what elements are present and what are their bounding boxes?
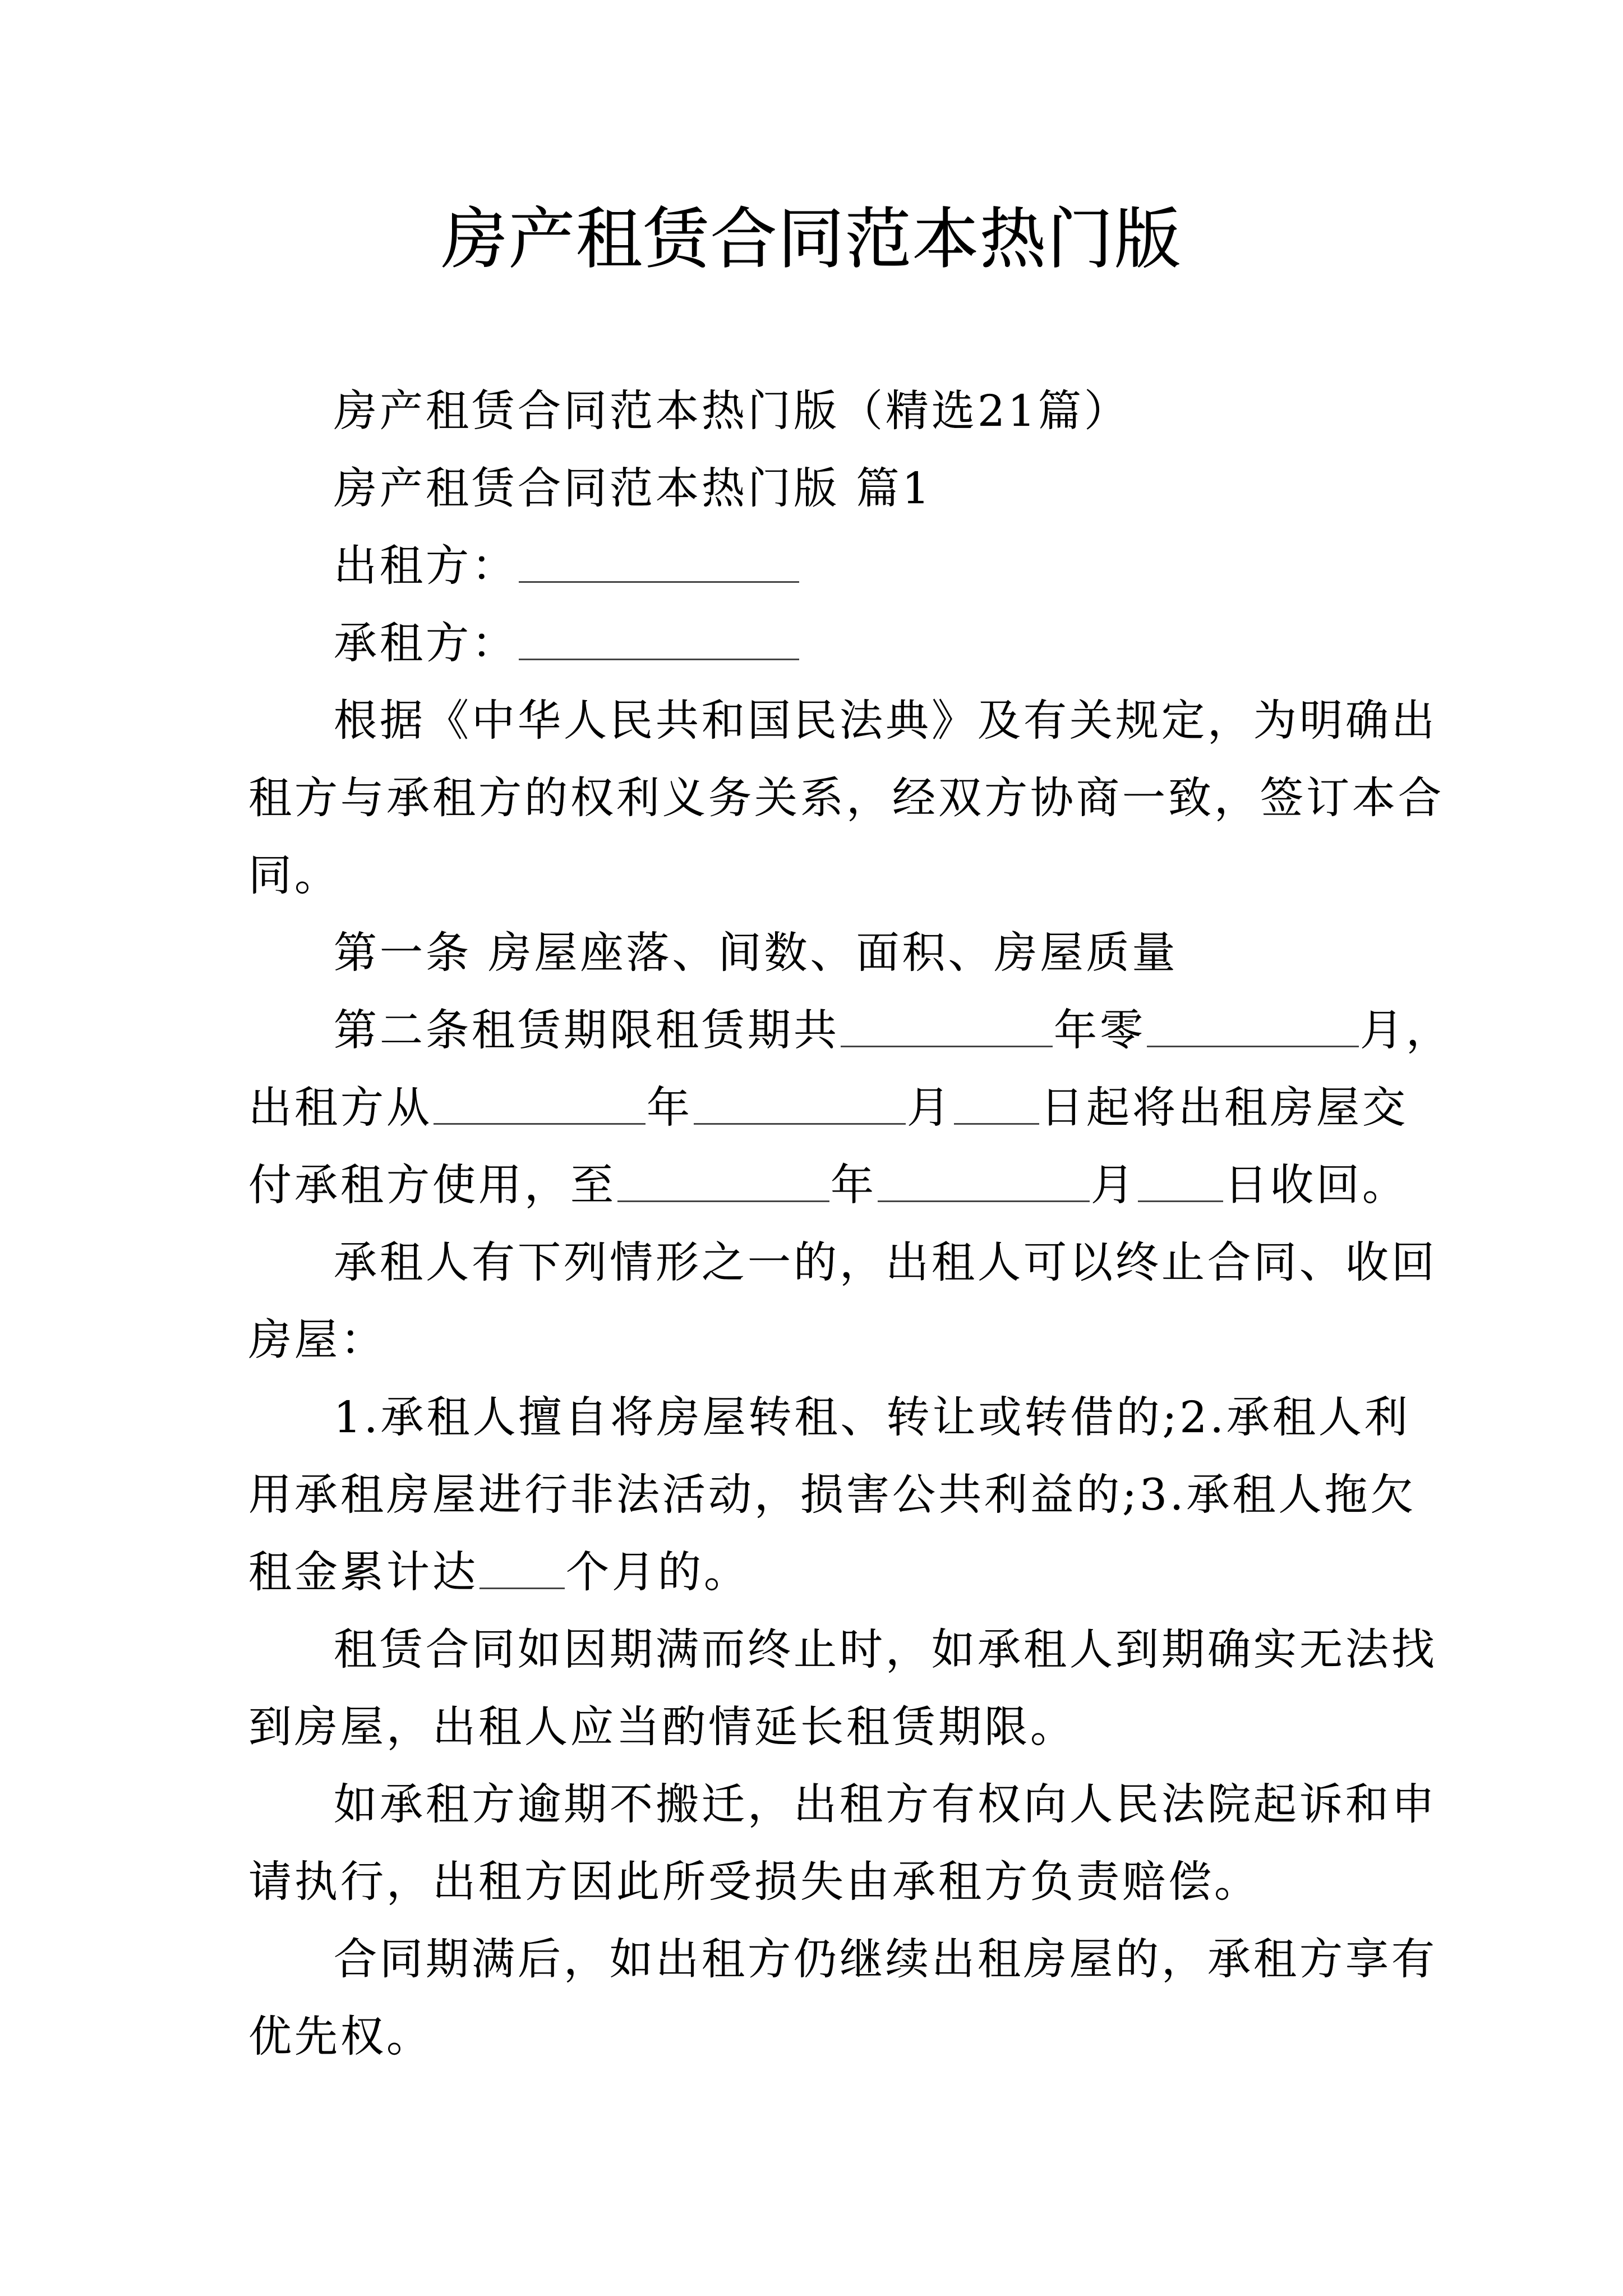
paragraph-text: 日收回。 [1224, 1161, 1408, 1211]
paragraph-line [248, 1999, 432, 2076]
paragraph-text: 租赁合同如因期满而终止时，如承租人到期确实无法找 [334, 1625, 1437, 1675]
paragraph-text: 第二条租赁期限租赁期共 [334, 1006, 840, 1056]
paragraph-text: 年零 [1054, 1006, 1146, 1056]
paragraph-text: 用承租房屋进行非法活动，损害公共利益的;3.承租人拖欠 [248, 1470, 1417, 1520]
paragraph-text: 请执行，出租方因此所受损失由承租方负责赔偿。 [248, 1857, 1260, 1907]
paragraph-line [248, 1225, 1437, 1302]
paragraph-line [248, 1689, 1076, 1766]
paragraph-line [248, 760, 1444, 838]
paragraph-line [248, 1921, 1437, 1999]
arrears-months-blank [479, 1553, 565, 1589]
paragraph-text: 同。 [248, 851, 340, 901]
paragraph-line [248, 373, 1130, 450]
paragraph-line [248, 683, 1437, 760]
paragraph-line [248, 1379, 1410, 1457]
paragraph-text: 房屋： [248, 1315, 386, 1365]
paragraph-text: 出租方从 [248, 1083, 432, 1133]
paragraph-text: 日起将出租房屋交 [1040, 1083, 1408, 1133]
paragraph-line [248, 450, 932, 528]
paragraph-line [248, 1766, 1437, 1844]
paragraph-text: 年 [831, 1161, 877, 1211]
paragraph-text: 根据《中华人民共和国民法典》及有关规定，为明确出 [334, 696, 1437, 746]
start-date-line [248, 1070, 1408, 1147]
end-month-blank [878, 1166, 1090, 1202]
paragraph-text: 月 [1091, 1161, 1137, 1211]
paragraph-text: 承租人有下列情形之一的，出租人可以终止合同、收回 [334, 1238, 1437, 1288]
lessee-line [248, 605, 800, 683]
paragraph-line [248, 1844, 1260, 1921]
paragraph-text: 月， [1360, 1006, 1452, 1056]
paragraph-text: 优先权。 [248, 2012, 432, 2062]
section-heading: 房产租赁合同范本热门版 篇1 [334, 464, 933, 514]
subtitle-text: 房产租赁合同范本热门版（精选21篇） [334, 386, 1130, 436]
paragraph-text: 月 [907, 1083, 953, 1133]
lessor-line [248, 528, 800, 605]
paragraph-text: 第一条 房屋座落、间数、面积、房屋质量 [334, 928, 1178, 978]
years-blank [841, 1011, 1053, 1047]
article-two-line [248, 992, 1452, 1070]
paragraph-line [248, 1457, 1416, 1534]
start-year-blank [434, 1088, 645, 1125]
paragraph-line [248, 838, 340, 915]
paragraph-text: 租方与承租方的权利义务关系，经双方协商一致，签订本合 [248, 774, 1444, 823]
document-title: 房产租赁合同范本热门版 [441, 200, 1182, 278]
end-day-blank [1138, 1166, 1223, 1202]
paragraph-text: 付承租方使用，至 [248, 1161, 616, 1211]
end-date-line [248, 1147, 1408, 1225]
paragraph-text: 个月的。 [566, 1548, 750, 1598]
lessee-blank [519, 624, 799, 660]
article-one-heading [248, 915, 1178, 992]
paragraph-text: 如承租方逾期不搬迁，出租方有权向人民法院起诉和申 [334, 1780, 1437, 1830]
lessee-label: 承租方： [334, 619, 518, 669]
paragraph-text: 年 [647, 1083, 693, 1133]
lessor-label: 出租方： [334, 541, 518, 591]
lessor-blank [519, 546, 799, 583]
end-year-blank [617, 1166, 829, 1202]
paragraph-text: 1.承租人擅自将房屋转租、转让或转借的;2.承租人利 [334, 1393, 1410, 1443]
paragraph-line [248, 1612, 1437, 1689]
start-day-blank [954, 1088, 1039, 1125]
paragraph-text: 租金累计达 [248, 1548, 478, 1598]
months-blank [1147, 1011, 1359, 1047]
start-month-blank [694, 1088, 906, 1125]
arrears-line [248, 1534, 750, 1612]
paragraph-text: 合同期满后，如出租方仍继续出租房屋的，承租方享有 [334, 1935, 1437, 1985]
paragraph-text: 到房屋，出租人应当酌情延长租赁期限。 [248, 1703, 1076, 1752]
paragraph-line [248, 1302, 386, 1379]
